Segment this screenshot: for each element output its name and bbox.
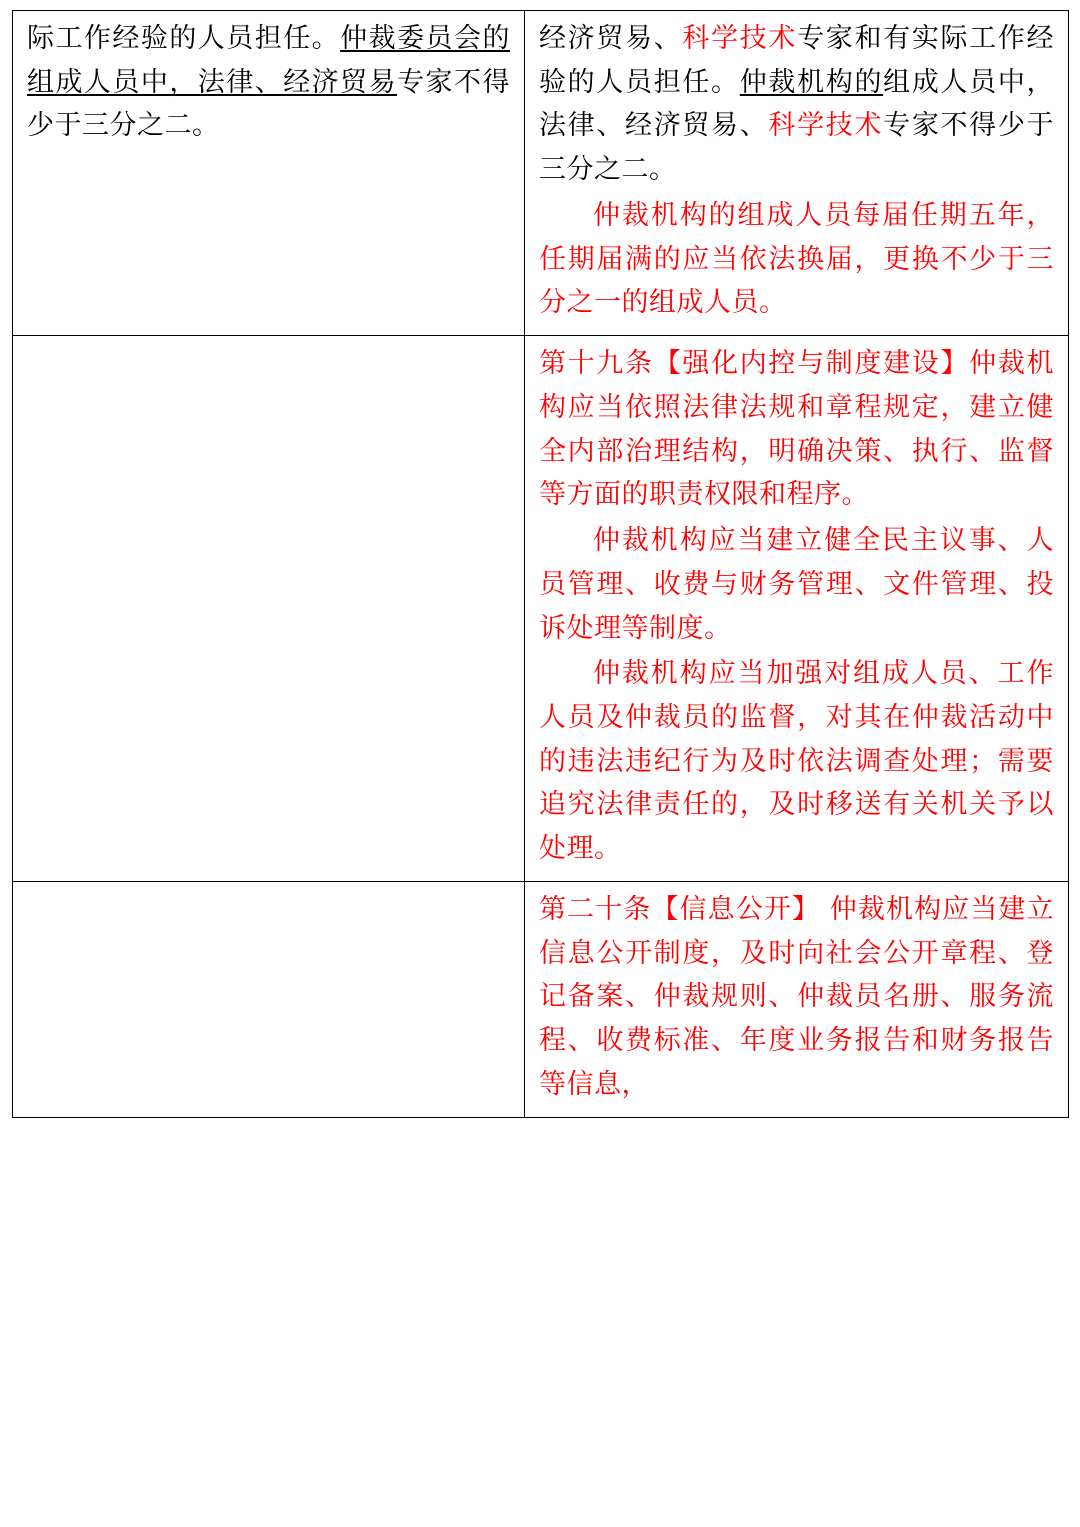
text-run-revision: 仲裁机构应当建立健全民主议事、人员管理、收费与财务管理、文件管理、投诉处理等制度。	[539, 525, 1054, 644]
text-run: 专家不得少于三分之二。	[27, 66, 510, 142]
paragraph	[539, 519, 1054, 650]
cell-revised-text	[525, 11, 1069, 336]
text-run: 组成人员中，法律、经济贸易、	[539, 66, 1055, 142]
table-row	[13, 11, 1069, 336]
comparison-table	[12, 10, 1069, 1118]
cell-current-text-empty	[13, 336, 525, 882]
text-run-revision: 第二十条【信息公开】 仲裁机构应当建立信息公开制度，及时向社会公开章程、登记备案、仲裁规则、仲裁员名册、服务流程、收费标准、年度业务报告和财务报告等信息，	[539, 893, 1054, 1100]
cell-current-text	[13, 11, 525, 336]
cell-revised-text	[525, 336, 1069, 882]
paragraph	[27, 17, 510, 148]
cell-revised-text	[525, 881, 1069, 1117]
paragraph	[539, 652, 1054, 871]
text-run-underlined: 仲裁机构的	[739, 66, 884, 98]
paragraph	[539, 194, 1054, 325]
text-run: 专家不得少于三分之二。	[539, 110, 1055, 186]
text-run-revision: 仲裁机构应当加强对组成人员、工作人员及仲裁员的监督，对其在仲裁活动中的违法违纪行为及时依法调查处理；需要追究法律责任的，及时移送有关机关予以处理。	[539, 658, 1054, 865]
table-row	[13, 881, 1069, 1117]
text-run: 际工作经验的人员担任。	[27, 23, 341, 54]
cell-current-text-empty	[13, 881, 525, 1117]
text-run-revision: 仲裁机构的组成人员每届任期五年，任期届满的应当依法换届，更换不少于三分之一的组成人员。	[539, 199, 1054, 319]
text-run: 经济贸易、	[539, 23, 683, 54]
table-row	[13, 336, 1069, 882]
text-run-revision: 科学技术	[768, 110, 884, 142]
paragraph	[539, 17, 1054, 192]
paragraph	[539, 888, 1054, 1107]
text-run-revision: 科学技术	[682, 23, 798, 54]
text-run-revision: 第十九条【强化内控与制度建设】仲裁机构应当依照法律法规和章程规定，建立健全内部治理结构，明确决策、执行、监督等方面的职责权限和程序。	[539, 348, 1054, 511]
paragraph	[539, 342, 1054, 517]
table-body	[13, 11, 1069, 1118]
text-run-underlined: 仲裁委员会的组成人员中，法律、经济贸易	[27, 23, 510, 98]
text-run: 专家和有实际工作经验的人员担任。	[539, 23, 1055, 98]
